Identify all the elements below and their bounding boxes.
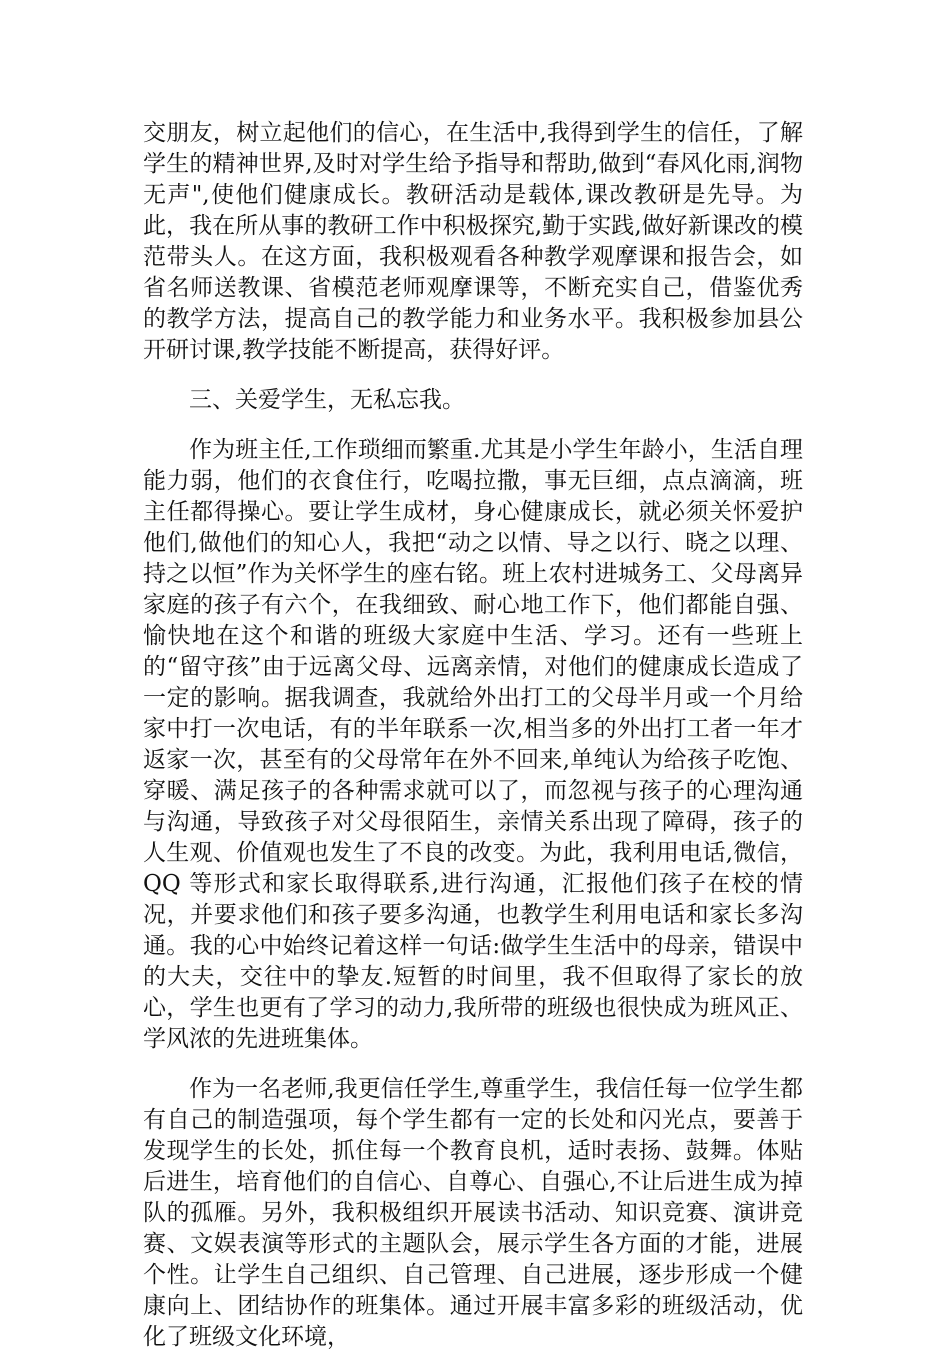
paragraph-continuation: 交朋友，树立起他们的信心，在生活中,我得到学生的信任，了解学生的精神世界,及时对学生给予指导和帮助,做到“春风化雨,润物无声",使他们健康成长。教研活动是载体,课改教研是先导。为此，我在所从事的教研工作中积极探究,勤于实践,做好新课改的模范带头人。在这方面，我积极观看各种教学观摩课和报告会，如省名师送教课、省模范老师观摩课等，不断充实自己，借鉴优秀的教学方法，提高自己的教学能力和业务水平。我积极参加县公开研讨课,教学技能不断提高，获得好评。 bbox=[143, 120, 803, 363]
paragraph-class-teacher: 作为班主任,工作琐细而繁重.尤其是小学生年龄小，生活自理能力弱，他们的衣食住行，吃喝拉撒，事无巨细，点点滴滴，班主任都得操心。要让学生成材，身心健康成长，就必须关怀爱护他们,做他们的知心人，我把“动之以情、导之以行、晓之以理、持之以恒”作为关怀学生的座右铭。班上农村进城务工、父母离异家庭的孩子有六个，在我细致、耐心地工作下，他们都能自强、愉快地在这个和谐的班级大家庭中生活、学习。还有一些班上的“留守孩”由于远离父母、远离亲情，对他们的健康成长造成了一定的影响。据我调查，我就给外出打工的父母半月或一个月给家中打一次电话，有的半年联系一次,相当多的外出打工者一年才返家一次，甚至有的父母常年在外不回来,单纯认为给孩子吃饱、穿暖、满足孩子的各种需求就可以了，而忽视与孩子的心理沟通与沟通，导致孩子对父母很陌生，亲情关系出现了障碍，孩子的人生观、价值观也发生了不良的改变。为此，我利用电话,微信，QQ 等形式和家长取得联系,进行沟通，汇报他们孩子在校的情况，并要求他们和孩子要多沟通，也教学生利用电话和家长多沟通。我的心中始终记着这样一句话:做学生生活中的母亲，错误中的大夫，交往中的挚友.短暂的时间里，我不但取得了家长的放心，学生也更有了学习的动力,我所带的班级也很快成为班风正、学风浓的先进班集体。 bbox=[143, 437, 803, 1052]
document-page bbox=[143, 118, 803, 1372]
section-heading: 三、关爱学生，无私忘我。 bbox=[189, 387, 465, 413]
paragraph-trust-students: 作为一名老师,我更信任学生,尊重学生，我信任每一位学生都有自己的制造强项，每个学生都有一定的长处和闪光点，要善于发现学生的长处，抓住每一个教育良机，适时表扬、鼓舞。体贴后进生，培育他们的自信心、自尊心、自强心,不让后进生成为掉队的孤雁。另外，我积极组织开展读书活动、知识竞赛、演讲竞赛、文娱表演等形式的主题队会，展示学生各方面的才能，进展个性。让学生自己组织、自己管理、自己进展，逐步形成一个健康向上、团结协作的班集体。通过开展丰富多彩的班级活动，优化了班级文化环境， bbox=[143, 1076, 803, 1350]
